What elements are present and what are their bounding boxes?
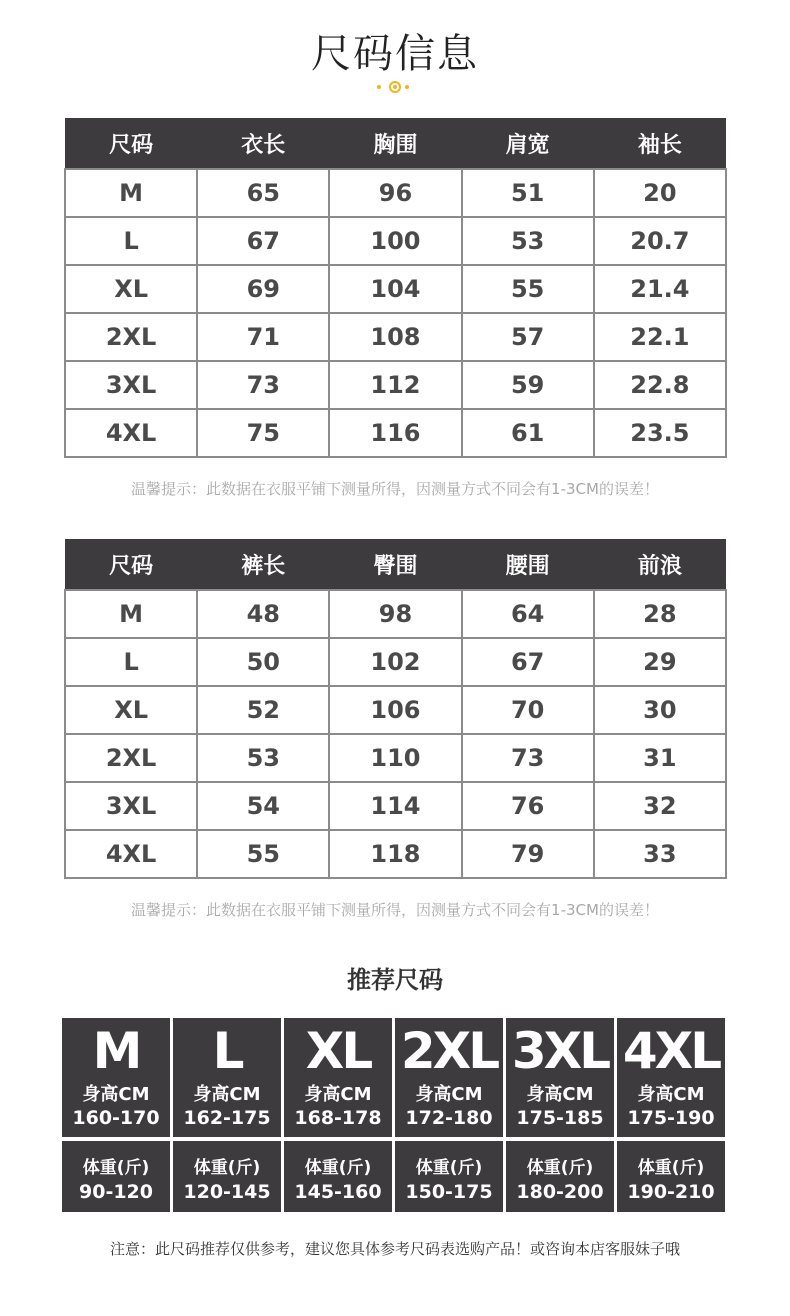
table-cell: 75 [197, 409, 329, 457]
table-cell: 102 [329, 638, 461, 686]
height-label: 身高CM [82, 1084, 150, 1105]
table-cell: 48 [197, 590, 329, 638]
recommend-title: 推荐尺码 [347, 966, 443, 994]
height-block [506, 1018, 614, 1137]
recommend-card [506, 1018, 614, 1212]
weight-label: 体重(斤) [415, 1158, 483, 1178]
table-cell: 98 [329, 590, 461, 638]
size-label: 2XL [400, 1022, 498, 1080]
recommend-card [173, 1018, 281, 1212]
table-row [65, 169, 726, 217]
table-cell: 96 [329, 169, 461, 217]
height-label: 身高CM [637, 1084, 705, 1105]
height-label: 身高CM [193, 1084, 261, 1105]
height-block [617, 1018, 725, 1137]
table-cell: 30 [594, 686, 726, 734]
table-row [65, 686, 726, 734]
height-block [395, 1018, 503, 1137]
height-range: 160-170 [72, 1107, 160, 1129]
table-cell: 57 [462, 313, 594, 361]
table-cell: 64 [462, 590, 594, 638]
weight-label: 体重(斤) [637, 1158, 705, 1178]
table-cell: 116 [329, 409, 461, 457]
table-cell: 22.1 [594, 313, 726, 361]
table-cell: 54 [197, 782, 329, 830]
table-cell: 3XL [65, 782, 197, 830]
table-header-row [65, 118, 726, 169]
table-row [65, 590, 726, 638]
table-cell: 110 [329, 734, 461, 782]
table-cell: XL [65, 686, 197, 734]
table-cell: 100 [329, 217, 461, 265]
page-title: 尺码信息 [311, 31, 479, 77]
table-cell: 114 [329, 782, 461, 830]
size-label: 4XL [622, 1022, 720, 1080]
table-cell: 4XL [65, 409, 197, 457]
recommend-card [284, 1018, 392, 1212]
table-row [65, 313, 726, 361]
table-cell: 118 [329, 830, 461, 878]
header-cell: 袖长 [594, 118, 726, 169]
weight-block [284, 1141, 392, 1212]
table-header-row [65, 539, 726, 590]
header-cell: 前浪 [594, 539, 726, 590]
table-cell: 106 [329, 686, 461, 734]
weight-range: 180-200 [516, 1181, 604, 1203]
weight-block [62, 1141, 170, 1212]
weight-block [395, 1141, 503, 1212]
table-cell: 2XL [65, 313, 197, 361]
table-cell: 20.7 [594, 217, 726, 265]
table-cell: 70 [462, 686, 594, 734]
table-cell: 22.8 [594, 361, 726, 409]
recommend-grid [62, 1018, 728, 1212]
table-cell: 55 [462, 265, 594, 313]
table-row [65, 217, 726, 265]
table-cell: 4XL [65, 830, 197, 878]
top-size-table [64, 118, 727, 458]
header-cell: 腰围 [462, 539, 594, 590]
table-cell: 73 [462, 734, 594, 782]
table-row [65, 361, 726, 409]
table-cell: 3XL [65, 361, 197, 409]
table-cell: M [65, 590, 197, 638]
table-cell: L [65, 638, 197, 686]
height-label: 身高CM [526, 1084, 594, 1105]
table-cell: 53 [462, 217, 594, 265]
table-cell: 32 [594, 782, 726, 830]
height-label: 身高CM [304, 1084, 372, 1105]
table-cell: 104 [329, 265, 461, 313]
table-cell: XL [65, 265, 197, 313]
pants-size-table [64, 539, 727, 879]
table-row [65, 830, 726, 878]
height-block [62, 1018, 170, 1137]
table-cell: 76 [462, 782, 594, 830]
weight-block [506, 1141, 614, 1212]
height-range: 175-190 [627, 1107, 715, 1129]
header-cell: 裤长 [197, 539, 329, 590]
table-cell: 112 [329, 361, 461, 409]
weight-range: 90-120 [79, 1181, 153, 1203]
table-cell: 53 [197, 734, 329, 782]
table-row [65, 782, 726, 830]
table-cell: 23.5 [594, 409, 726, 457]
recommend-card [395, 1018, 503, 1212]
table-cell: 21.4 [594, 265, 726, 313]
recommend-card [62, 1018, 170, 1212]
weight-range: 190-210 [627, 1181, 715, 1203]
table-cell: 79 [462, 830, 594, 878]
weight-label: 体重(斤) [193, 1158, 261, 1178]
table-cell: 50 [197, 638, 329, 686]
table-cell: 59 [462, 361, 594, 409]
height-label: 身高CM [415, 1084, 483, 1105]
table-cell: 31 [594, 734, 726, 782]
weight-range: 150-175 [405, 1181, 493, 1203]
table-cell: 20 [594, 169, 726, 217]
weight-label: 体重(斤) [304, 1158, 372, 1178]
table-cell: 108 [329, 313, 461, 361]
table-row [65, 265, 726, 313]
header-cell: 胸围 [329, 118, 461, 169]
title-ornament [375, 80, 415, 94]
weight-block [173, 1141, 281, 1212]
header-cell: 肩宽 [462, 118, 594, 169]
table-row [65, 734, 726, 782]
measurement-tip: 温馨提示：此数据在衣服平铺下测量所得，因测量方式不同会有1-3CM的误差！ [131, 480, 659, 498]
recommend-note: 注意：此尺码推荐仅供参考，建议您具体参考尺码表选购产品！或咨询本店客服妹子哦 [109, 1240, 680, 1258]
table-cell: 29 [594, 638, 726, 686]
weight-range: 120-145 [183, 1181, 271, 1203]
table-row [65, 638, 726, 686]
table-cell: 2XL [65, 734, 197, 782]
table-cell: 28 [594, 590, 726, 638]
weight-label: 体重(斤) [526, 1158, 594, 1178]
size-label: L [212, 1022, 242, 1080]
header-cell: 衣长 [197, 118, 329, 169]
header-cell: 臀围 [329, 539, 461, 590]
height-range: 172-180 [405, 1107, 493, 1129]
recommend-card [617, 1018, 725, 1212]
table-cell: M [65, 169, 197, 217]
table-cell: 69 [197, 265, 329, 313]
header-cell: 尺码 [65, 118, 197, 169]
height-range: 168-178 [294, 1107, 382, 1129]
table-cell: 61 [462, 409, 594, 457]
size-label: M [92, 1022, 140, 1080]
table-cell: 33 [594, 830, 726, 878]
weight-range: 145-160 [294, 1181, 382, 1203]
table-cell: 73 [197, 361, 329, 409]
measurement-tip: 温馨提示：此数据在衣服平铺下测量所得，因测量方式不同会有1-3CM的误差！ [131, 901, 659, 919]
table-cell: L [65, 217, 197, 265]
table-cell: 67 [197, 217, 329, 265]
table-cell: 65 [197, 169, 329, 217]
size-label: XL [305, 1022, 371, 1080]
weight-block [617, 1141, 725, 1212]
table-cell: 67 [462, 638, 594, 686]
height-block [284, 1018, 392, 1137]
height-range: 175-185 [516, 1107, 604, 1129]
weight-label: 体重(斤) [82, 1158, 150, 1178]
table-cell: 71 [197, 313, 329, 361]
size-label: 3XL [511, 1022, 609, 1080]
table-row [65, 409, 726, 457]
table-cell: 51 [462, 169, 594, 217]
table-cell: 55 [197, 830, 329, 878]
header-cell: 尺码 [65, 539, 197, 590]
height-block [173, 1018, 281, 1137]
table-cell: 52 [197, 686, 329, 734]
height-range: 162-175 [183, 1107, 271, 1129]
